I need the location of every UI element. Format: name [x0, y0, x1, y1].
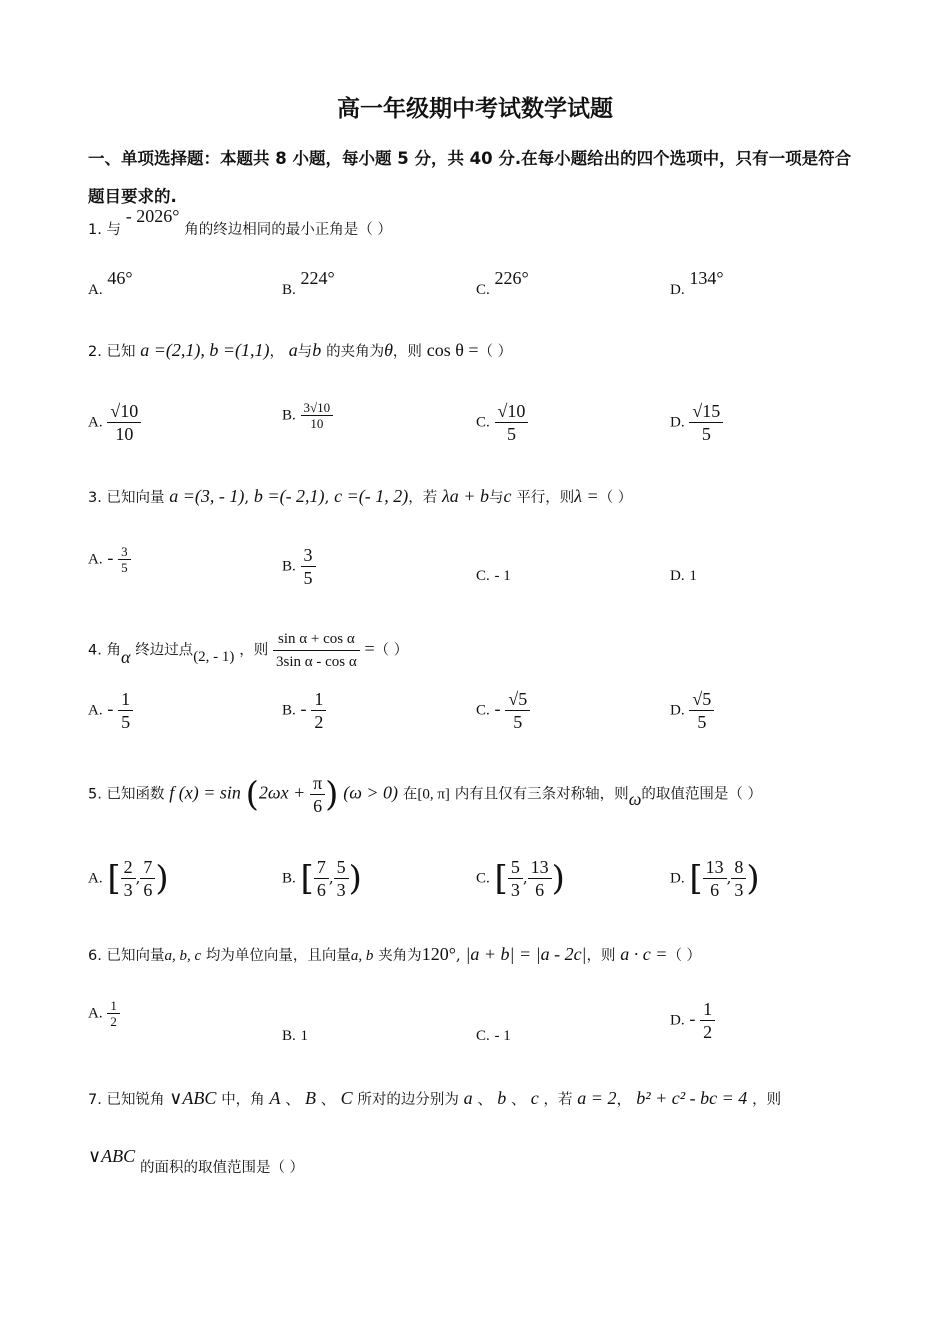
text-q1-A: 46°	[107, 268, 133, 288]
text-q4-eq: =	[364, 638, 375, 659]
text-q4-end: （ ）	[374, 642, 409, 659]
text-q2-C_den: 5	[506, 424, 516, 444]
text-q3-A_sign: -	[107, 547, 114, 568]
text-q1-B: 224°	[300, 268, 335, 288]
text-q2-mid3: 的夹角为	[326, 344, 385, 360]
text-q2-mid2: 与	[297, 344, 313, 360]
text-q5-C-1: 3	[510, 880, 520, 900]
text-q3-mid2: 与	[488, 490, 504, 506]
text-q3-A_num: 3	[118, 544, 131, 560]
text-q2-D_num: √15	[689, 400, 723, 423]
text-q6-end: （ ）	[667, 948, 702, 964]
text-q7-a: a	[463, 1088, 473, 1108]
text-q5-num: 5. 已知函数	[88, 786, 165, 803]
text-q2-a: a	[288, 340, 298, 360]
text-q6-dot: a · c =	[620, 944, 668, 964]
text-q4-B_den: 2	[314, 712, 324, 732]
q5-function: f (x) = sin	[169, 782, 241, 803]
text-q4-A_den: 5	[121, 712, 131, 732]
text-q7-tri2: ∨ABC	[88, 1146, 136, 1166]
text-q6-ang: 120°	[421, 944, 456, 964]
q7-equation: b² + c² - bc = 4	[636, 1088, 748, 1108]
text-q2-B_num: 3√10	[301, 400, 334, 416]
text-q5-C-3: 6	[535, 880, 545, 900]
text-q4-mid2: ，则	[239, 642, 269, 659]
text-q4-mid: 终边过点	[135, 642, 194, 659]
question-5: 5. 已知函数 f (x) = sin (2ωx + $\frac{\pi}{6}$ ) (ω > 0) 在[0, π] 内有且仅有三条对称轴，则ω的取值范围是（ ）	[88, 773, 763, 816]
text-q3-mid3: 平行，则	[516, 490, 575, 506]
q1-option-d[interactable]: D. 134°	[670, 268, 724, 298]
text-q2-A_den: 10	[115, 424, 134, 444]
text-q7-num: 7. 已知锐角	[88, 1092, 165, 1108]
question-2	[88, 340, 512, 361]
q5-option-d[interactable]: D. [ $\frac{13}{6}$ , $\frac{8}{3}$ )	[670, 857, 760, 900]
text-q5-C-0: 5	[508, 856, 523, 879]
text-q4-C_num: √5	[505, 688, 530, 711]
text-q7-c: c	[530, 1088, 539, 1108]
text-q5-B-0: 7	[314, 856, 329, 879]
q4-option-a[interactable]: A. - $\frac{1}{5}$	[88, 688, 133, 733]
q3-vector-b: b =(- 2,1)	[253, 486, 325, 506]
text-q6-D_den: 2	[703, 1022, 713, 1042]
text-q4-A_num: 1	[118, 688, 133, 711]
text-q4-frac_den: 3sin α - cos α	[276, 654, 357, 670]
text-q2-mid4: ，则	[392, 344, 422, 360]
text-q2-B_den: 10	[310, 416, 324, 431]
question-3: 3. 已知向量 a =(3, - 1), b =(- 2,1), c =(- 1, 2)，若 λa + b与c 平行，则λ =（ ）	[88, 486, 633, 506]
text-q5-D-1: 6	[710, 880, 720, 900]
text-q7-mid3: ，若	[543, 1092, 573, 1108]
question-7: 7. 已知锐角 ∨ABC 中，角 A 、 B 、 C 所对的边分别为 a 、 b 、 c ，若 a = 2， b² + c² - bc = 4 ，则	[88, 1088, 782, 1108]
text-q3-expr: λa + b	[442, 486, 489, 506]
text-q5-C-2: 13	[528, 856, 552, 879]
q6-option-d[interactable]: D. - $\frac{1}{2}$	[670, 998, 715, 1043]
q5-option-a[interactable]: A. [ $\frac{2}{3}$ , $\frac{7}{6}$ )	[88, 857, 169, 900]
q3-option-d[interactable]: D. 1	[670, 568, 697, 584]
text-q3-B_den: 5	[303, 568, 313, 588]
text-q6-A_den: 2	[110, 1014, 117, 1029]
text-q4-alpha: α	[120, 646, 131, 667]
q5-option-c[interactable]: C. [ $\frac{5}{3}$ , $\frac{13}{6}$ )	[476, 857, 565, 900]
q4-option-c[interactable]: C. - $\frac{√5}{5}$	[476, 688, 530, 733]
q6-option-c[interactable]: C. - 1	[476, 1028, 511, 1044]
text-q7-B: B	[305, 1088, 317, 1108]
q4-option-b[interactable]: B. - $\frac{1}{2}$	[282, 688, 326, 733]
text-q5-text: 内有且仅有三条对称轴，则	[454, 786, 629, 803]
text-q7-mid: 中，角	[221, 1092, 265, 1108]
q6-option-b[interactable]: B. 1	[282, 1028, 309, 1044]
text-q6-ab: a, b	[350, 948, 374, 964]
text-q6-mid: 均为单位向量，且向量	[205, 948, 351, 964]
text-q4-B_num: 1	[311, 688, 326, 711]
text-q3-lam: λ =	[574, 486, 599, 506]
text-q6-A_num: 1	[107, 998, 120, 1014]
text-q5-pi: π	[310, 772, 325, 795]
text-q6-B: 1	[300, 1028, 309, 1044]
text-q5-A-2: 7	[140, 856, 155, 879]
q3-option-b[interactable]: B. $\frac{3}{5}$	[282, 544, 316, 589]
text-q4-frac_num: sin α + cos α	[273, 628, 360, 651]
text-q7-end: 的面积的取值范围是（ ）	[139, 1160, 305, 1176]
text-q5-mid: 在	[402, 786, 418, 803]
q1-option-a[interactable]: A. 46°	[88, 268, 133, 298]
text-q7-b: b	[497, 1088, 507, 1108]
text-q6-mid2: 夹角为	[378, 948, 422, 964]
q2-option-a[interactable]: A. $\frac{√10}{10}$	[88, 400, 141, 445]
text-q3-cv: c	[503, 486, 512, 506]
q5-option-b[interactable]: B. [ $\frac{7}{6}$ , $\frac{5}{3}$ )	[282, 857, 362, 900]
text-q7-mid2: 所对的边分别为	[357, 1092, 459, 1108]
q1-angle: - 2026°	[125, 206, 180, 226]
question-7-cont	[88, 1146, 305, 1177]
q2-expression: cos θ =	[426, 340, 479, 360]
text-q2-A_num: √10	[107, 400, 141, 423]
text-q5-D-3: 3	[734, 880, 744, 900]
text-q2-end: （ ）	[478, 344, 513, 360]
question-1	[88, 206, 392, 239]
q1-option-c[interactable]: C. 226°	[476, 268, 529, 298]
q2-option-b[interactable]: B. $\frac{3√10}{10}$	[282, 400, 333, 431]
text-q7-eq1: a = 2	[577, 1088, 617, 1108]
text-q4-C_den: 5	[513, 712, 523, 732]
text-q5-D-0: 13	[703, 856, 727, 879]
text-q7-mid4: ，则	[752, 1092, 782, 1108]
text-q2-C_num: √10	[495, 400, 529, 423]
text-q2-mid1: ，	[269, 344, 285, 360]
text-q1-D: 134°	[689, 268, 724, 288]
question-4	[88, 628, 408, 673]
q1-option-b[interactable]: B. 224°	[282, 268, 335, 298]
q4-option-d[interactable]: D. $\frac{√5}{5}$	[670, 688, 714, 733]
text-q5-A-0: 2	[121, 856, 136, 879]
text-q3-A_den: 5	[121, 560, 128, 575]
text-q3-end: （ ）	[598, 490, 633, 506]
q4-fraction	[273, 628, 360, 673]
q3-option-c[interactable]: C. - 1	[476, 568, 511, 584]
text-q2-D_den: 5	[701, 424, 711, 444]
text-q5-D-2: 8	[731, 856, 746, 879]
q3-vector-a: a =(3, - 1)	[169, 486, 245, 506]
text-q5-B-1: 6	[316, 880, 326, 900]
q6-option-a[interactable]: A. $\frac{1}{2}$	[88, 998, 120, 1029]
text-q3-mid: ，若	[408, 490, 438, 506]
text-q4-num: 4. 角	[88, 642, 121, 659]
text-q4-D_num: √5	[689, 688, 714, 711]
q6-equation: |a + b| = |a - 2c|	[465, 944, 587, 964]
text-q4-pt: (2, - 1)	[193, 648, 235, 665]
text-q5-arg: 2ωx +	[258, 782, 306, 803]
text-q3-D: 1	[689, 568, 697, 584]
q3-vector-c: c =(- 1, 2)	[334, 486, 409, 506]
page-title: 高一年级期中考试数学试题	[337, 96, 613, 122]
text-q6-vars: a, b, c	[164, 948, 202, 964]
text-q5-six: 6	[313, 796, 323, 816]
text-q5-interval: [0, π]	[417, 786, 450, 803]
text-q5-B-2: 5	[334, 856, 349, 879]
text-q5-A-3: 6	[143, 880, 153, 900]
text-q5-cond: (ω > 0)	[343, 782, 399, 803]
text-q6-mid3: ，则	[586, 948, 616, 964]
text-q6-D_num: 1	[700, 998, 715, 1021]
q2-option-d[interactable]: D. $\frac{√15}{5}$	[670, 400, 723, 445]
text-q5-end: 的取值范围是（ ）	[641, 786, 763, 803]
section-heading: 一、单项选择题：本题共 8 小题，每小题 5 分，共 40 分.在每小题给出的四个选项中，只有一项是符合题目要求的.	[88, 149, 852, 206]
text-q4-D_den: 5	[697, 712, 707, 732]
q3-option-a[interactable]: A. - $\frac{3}{5}$	[88, 544, 131, 575]
text-q1-C: 226°	[494, 268, 529, 288]
text-q7-tri: ∨ABC	[169, 1088, 217, 1108]
text-q7-A: A	[269, 1088, 281, 1108]
q1-text: 角的终边相同的最小正角是（ ）	[184, 222, 392, 238]
text-q2-num: 2. 已知	[88, 344, 136, 360]
text-q3-C: - 1	[494, 568, 511, 584]
question-6: 6. 已知向量a, b, c 均为单位向量，且向量a, b 夹角为120°, |a + b| = |a - 2c|，则 a · c =（ ）	[88, 944, 702, 964]
text-q2-b: b	[312, 340, 322, 360]
text-q2-theta: θ	[384, 340, 393, 360]
q2-option-c[interactable]: C. $\frac{√10}{5}$	[476, 400, 528, 445]
q2-vectors: a =(2,1), b =(1,1)	[140, 340, 270, 360]
text-q5-w: ω	[628, 788, 642, 809]
q1-num: 1. 与	[88, 222, 121, 238]
text-q5-A-1: 3	[123, 880, 133, 900]
text-q3-num: 3. 已知向量	[88, 490, 165, 506]
text-q3-B_num: 3	[301, 544, 316, 567]
text-q6-num: 6. 已知向量	[88, 948, 165, 964]
text-q6-C: - 1	[494, 1028, 511, 1044]
text-q5-B-3: 3	[336, 880, 346, 900]
text-q7-C: C	[340, 1088, 353, 1108]
